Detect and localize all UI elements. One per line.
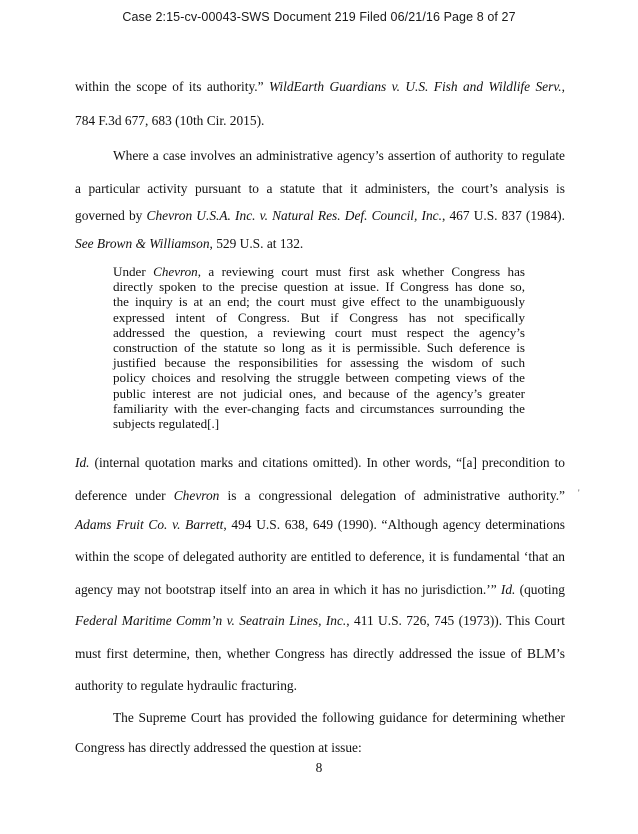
paragraph-2-line-3 <box>75 208 565 224</box>
text-run: Under <box>113 264 154 279</box>
paragraph-2-line-1: Where a case involves an administrative agency’s assertion of authority to regulate <box>113 148 565 163</box>
block-quote-line-3: the inquiry is at an end; the court must give effect to the unambiguously <box>113 294 525 310</box>
case-citation: WildEarth Guardians v. U.S. Fish and Wildlife Serv. <box>269 79 562 94</box>
paragraph-3-line-1 <box>75 455 565 471</box>
text-run: is a congressional delegation of administrative authority.” <box>219 488 565 503</box>
text-run: governed by <box>75 208 147 223</box>
text-run: , <box>561 79 565 94</box>
page-number: 8 <box>315 760 323 775</box>
block-quote-line-4: expressed intent of Congress. But if Congress has not specifically <box>113 309 525 325</box>
scan-artifact-mark: ' <box>578 488 580 498</box>
paragraph-2-line-2: a particular activity pursuant to a statute that it administers, the court’s analysis is <box>75 181 565 196</box>
block-quote-line-10: familiarity with the ever-changing facts and circumstances surrounding the <box>113 400 525 416</box>
block-quote-line-2: directly spoken to the precise question at issue. If Congress has done so, <box>113 279 525 295</box>
text-run: within the scope of its authority.” <box>75 79 269 94</box>
text-run: deference under <box>75 488 174 503</box>
case-citation: See Brown & Williamson <box>75 236 210 251</box>
case-name: Chevron <box>173 488 220 503</box>
text-run: , 529 U.S. at 132. <box>209 236 304 251</box>
paragraph-2-line-4 <box>75 236 565 252</box>
paragraph-3-line-2 <box>75 488 565 504</box>
paragraph-1-line-2: 784 F.3d 677, 683 (10th Cir. 2015). <box>75 113 265 128</box>
case-name: Chevron <box>153 264 198 279</box>
paragraph-3-line-5 <box>75 582 565 598</box>
case-header-stamp: Case 2:15-cv-00043-SWS Document 219 Filed 06/21/16 Page 8 of 27 <box>122 10 516 24</box>
text-run: , 411 U.S. 726, 745 (1973)). This Court <box>346 613 566 628</box>
case-citation: Chevron U.S.A. Inc. v. Natural Res. Def. Council, Inc. <box>146 208 442 223</box>
paragraph-3-line-8: authority to regulate hydraulic fracturing. <box>75 678 297 693</box>
block-quote <box>113 264 525 431</box>
paragraph-3-line-4: within the scope of delegated authority are entitled to deference, it is fundamental ‘that an <box>75 549 565 564</box>
block-quote-line-11: subjects regulated[.] <box>113 416 220 432</box>
citation-signal: Id. <box>75 455 90 470</box>
text-run: , a reviewing court must first ask whether Congress has <box>197 264 525 279</box>
citation-signal: Id. <box>500 582 516 597</box>
block-quote-line-6: construction of the statute so long as it is permissible. Such deference is <box>113 340 525 356</box>
text-run: , 494 U.S. 638, 649 (1990). “Although agency determinations <box>223 517 565 532</box>
block-quote-line-9: public interest are not judicial ones, and because of the agency’s greater <box>113 385 525 401</box>
text-run: (internal quotation marks and citations omitted). In other words, “[a] precondition to <box>89 455 565 470</box>
block-quote-line-7: justified because the responsibilities for assessing the wisdom of such <box>113 355 525 371</box>
paragraph-3-line-3 <box>75 517 565 533</box>
block-quote-line-1 <box>113 264 525 279</box>
text-run: , 467 U.S. 837 (1984). <box>441 208 565 223</box>
block-quote-line-8: policy choices and resolving the struggle between competing views of the <box>113 370 525 386</box>
paragraph-3-line-6 <box>75 613 565 629</box>
block-quote-line-5: addressed the question, a reviewing court must respect the agency’s <box>113 324 525 340</box>
paragraph-4-line-1: The Supreme Court has provided the following guidance for determining whether <box>113 710 565 725</box>
paragraph-1-line-1 <box>75 79 565 95</box>
text-run: agency may not bootstrap itself into an area in which it has no jurisdiction.’” <box>75 582 501 597</box>
case-citation: Adams Fruit Co. v. Barrett <box>75 517 224 532</box>
paragraph-3-line-7: must first determine, then, whether Congress has directly addressed the issue of BLM’s <box>75 646 565 661</box>
case-citation: Federal Maritime Comm’n v. Seatrain Lines, Inc. <box>75 613 347 628</box>
text-run: (quoting <box>515 582 565 597</box>
paragraph-4-line-2: Congress has directly addressed the question at issue: <box>75 740 362 755</box>
